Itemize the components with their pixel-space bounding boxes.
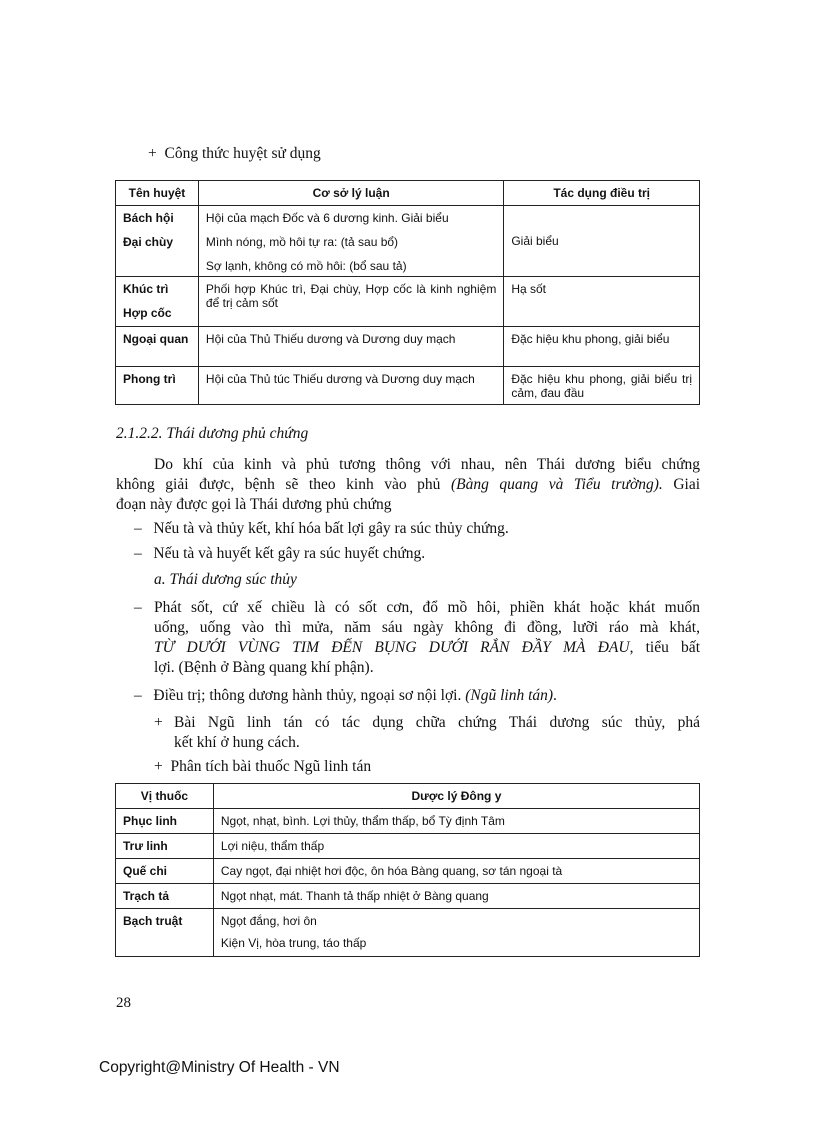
basis-text: Mình nóng, mồ hôi tự ra: (tả sau bổ) <box>205 235 399 249</box>
table-row <box>116 327 700 367</box>
header-cell: Cơ sở lý luận <box>198 181 503 206</box>
plus-item-line: kết khí ở hung cách. <box>174 734 300 751</box>
symptom-text: , tiểu bất <box>629 639 700 656</box>
paragraph-line: đoạn này được gọi là Thái dương phủ chứng <box>116 496 392 513</box>
symptom-item <box>154 598 700 678</box>
acupoint-name: Hợp cốc <box>123 306 172 320</box>
basis-text: Phối hợp Khúc trì, Đại chùy, Hợp cốc là kinh nghiệm để trị cảm sốt <box>205 282 497 310</box>
table-row <box>116 809 700 834</box>
table-header-row <box>116 181 700 206</box>
copyright-footer: Copyright@Ministry Of Health - VN <box>99 1059 340 1076</box>
paragraph <box>116 455 700 515</box>
treatment-end: . <box>553 687 557 704</box>
table-row <box>116 206 700 277</box>
effect-text: Hạ sốt <box>511 282 547 296</box>
header-cell: Tên huyệt <box>116 181 199 206</box>
paragraph-line <box>116 475 700 495</box>
plus-item-text: Phân tích bài thuốc Ngũ linh tán <box>170 758 372 775</box>
symptom-emphasis: TỪ DƯỚI VÙNG TIM ĐẾN BỤNG DƯỚI RẮN ĐẦY MÀ ĐAU <box>154 639 630 656</box>
paragraph-text: Giai <box>673 476 701 493</box>
plus-item <box>154 757 371 777</box>
bullet-marker: + <box>154 714 163 731</box>
treatment-formula: (Ngũ linh tán) <box>465 687 554 704</box>
herb-name: Quế chi <box>123 864 168 878</box>
plus-item <box>174 713 700 753</box>
herb-name: Trư linh <box>123 839 168 853</box>
treatment-item <box>134 686 557 706</box>
dash-marker: – <box>134 599 142 616</box>
header-cell: Vị thuốc <box>116 784 214 809</box>
effect-text: Đặc hiệu khu phong, giải biểu <box>511 332 670 346</box>
section-heading: 2.1.2.2. Thái dương phủ chứng <box>116 425 309 442</box>
herb-name: Trạch tả <box>123 889 170 903</box>
acupoint-name: Bách hội <box>123 211 174 225</box>
basis-text: Hội của Thủ Thiếu dương và Dương duy mạch <box>205 332 456 346</box>
herb-desc: Ngọt đắng, hơi ôn <box>220 914 317 928</box>
acupoint-name: Đại chùy <box>123 235 174 249</box>
intro-bullet <box>148 144 321 164</box>
acupoint-name: Ngoại quan <box>123 332 189 346</box>
herb-desc: Cay ngọt, đại nhiệt hơi độc, ôn hóa Bàng quang, sơ tán ngoại tà <box>220 864 563 878</box>
table-row <box>116 277 700 327</box>
basis-text: Hội của Thủ túc Thiếu dương và Dương duy mạch <box>205 372 475 386</box>
herb-name: Bạch truật <box>123 914 183 928</box>
table-row <box>116 909 700 957</box>
herb-desc: Kiện Vị, hòa trung, táo thấp <box>220 936 367 950</box>
bullet-marker: + <box>154 758 163 775</box>
herb-name: Phục linh <box>123 814 177 828</box>
basis-text: Sợ lạnh, không có mồ hôi: (bổ sau tả) <box>205 259 407 273</box>
table-row <box>116 834 700 859</box>
herb-desc: Ngọt, nhạt, bình. Lợi thủy, thẩm thấp, bổ Tỳ định Tâm <box>220 814 505 828</box>
treatment-text: Điều trị; thông dương hành thủy, ngoại sơ nội lợi. <box>153 687 462 704</box>
paragraph-line: Do khí của kinh và phủ tương thông với nhau, nên Thái dương biểu chứng <box>154 456 700 473</box>
symptom-line: Phát sốt, cứ xế chiều là có sốt cơn, đổ mồ hôi, phiền khát hoặc khát muốn <box>154 599 700 616</box>
page-number: 28 <box>116 995 131 1011</box>
paragraph-text: không giải được, bệnh sẽ theo kinh vào phủ <box>116 476 441 493</box>
table-row <box>116 884 700 909</box>
symptom-line: uống, uống vào thì mửa, năm sáu ngày không đi đồng, lưỡi ráo mà khát, <box>154 619 700 636</box>
dash-marker: – <box>134 687 142 704</box>
effect-text: Giải biểu <box>511 234 559 248</box>
subheading: a. Thái dương súc thủy <box>154 571 297 588</box>
basis-text: Hội của mạch Đốc và 6 dương kinh. Giải biểu <box>205 211 449 225</box>
herb-desc: Ngọt nhạt, mát. Thanh tả thấp nhiệt ở Bàng quang <box>220 889 489 903</box>
symptom-line: lợi. (Bệnh ở Bàng quang khí phận). <box>154 659 374 676</box>
intro-bullet-text: Công thức huyệt sử dụng <box>164 145 321 162</box>
herb-desc: Lợi niệu, thẩm thấp <box>220 839 325 853</box>
dash-item <box>134 519 509 539</box>
table-row <box>116 367 700 405</box>
herb-table <box>115 783 700 957</box>
dash-item-text: Nếu tà và huyết kết gây ra súc huyết chứng. <box>153 545 426 562</box>
table-row <box>116 859 700 884</box>
bullet-marker: + <box>148 145 157 162</box>
header-cell: Tác dụng điều trị <box>504 181 700 206</box>
header-cell: Dược lý Đông y <box>213 784 699 809</box>
table-header-row <box>116 784 700 809</box>
acupoint-table <box>115 180 700 405</box>
dash-marker: – <box>134 545 142 562</box>
effect-text: Đặc hiệu khu phong, giải biểu trị cảm, đau đầu <box>511 372 692 400</box>
symptom-line <box>154 638 700 658</box>
plus-item-line: Bài Ngũ linh tán có tác dụng chữa chứng Thái dương súc thủy, phá <box>174 714 700 731</box>
paragraph-italic: (Bàng quang và Tiểu trường). <box>451 476 663 493</box>
acupoint-name: Khúc trì <box>123 282 169 296</box>
dash-marker: – <box>134 520 142 537</box>
dash-item-text: Nếu tà và thủy kết, khí hóa bất lợi gây ra súc thủy chứng. <box>153 520 509 537</box>
dash-item <box>134 544 425 564</box>
acupoint-name: Phong trì <box>123 372 176 386</box>
